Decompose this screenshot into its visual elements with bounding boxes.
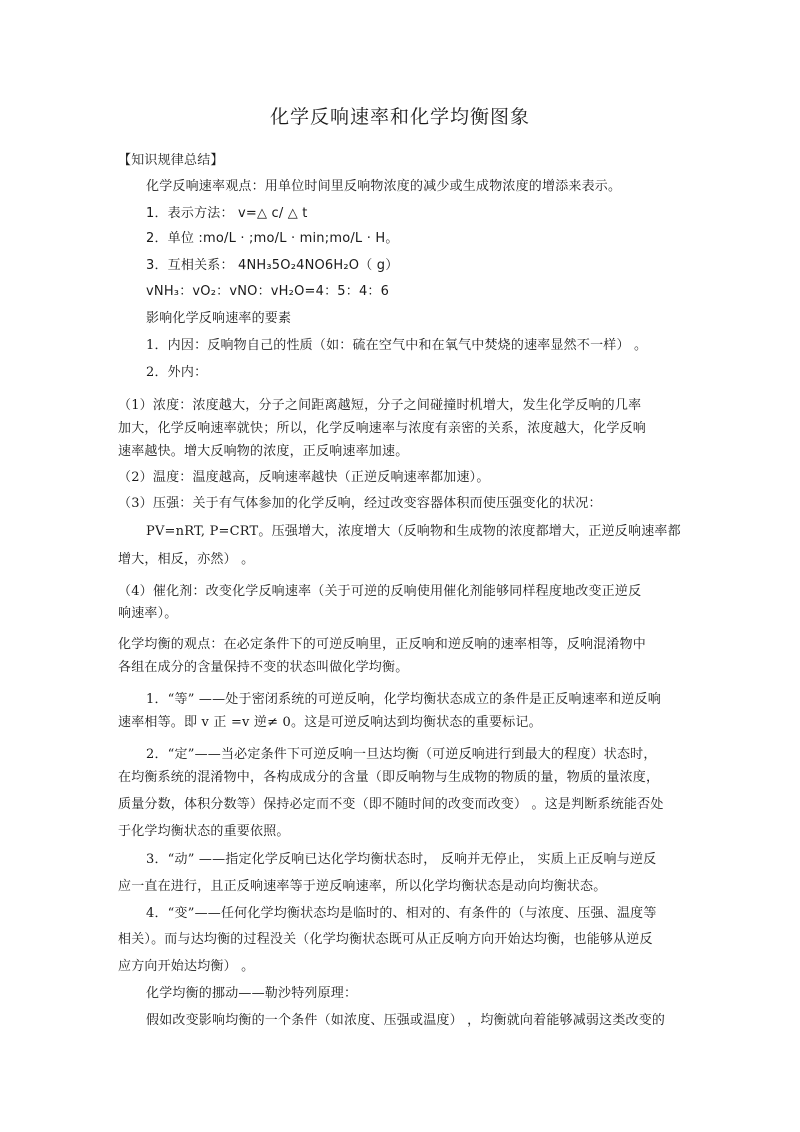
page-title: 化学反响速率和化学均衡图象 (269, 106, 530, 128)
paragraph-line: 假如改变影响均衡的一个条件（如浓度、压强或温度） ，均衡就向着能够减弱这类改变的 (146, 1013, 666, 1028)
paragraph-line: 速率越快。增大反响物的浓度，正反响速率加速。 (118, 444, 409, 459)
paragraph-line: 加大，化学反响速率就快；所以，化学反响速率与浓度有亲密的关系，浓度越大，化学反响 (118, 421, 647, 436)
paragraph-line: 2．单位 :mo/L · ;mo/L · min;mo/L · H。 (146, 231, 399, 246)
paragraph-line: 化学均衡的观点：在必定条件下的可逆反响里，正反响和逆反响的速率相等，反响混淆物中 (118, 637, 647, 652)
paragraph-line: 4．“变”——任何化学均衡状态均是临时的、相对的、有条件的（与浓度、压强、温度等 (146, 906, 657, 921)
paragraph-line: （1）浓度：浓度越大，分子之间距离越短，分子之间碰撞时机增大，发生化学反响的几率 (118, 398, 642, 413)
paragraph-line: 1．“等” ——处于密闭系统的可逆反响，化学均衡状态成立的条件是正反响速率和逆反响 (146, 692, 661, 707)
paragraph-line: 3．互相关系： 4NH₃5O₂4NO6H₂O（ g） (146, 258, 399, 273)
paragraph-line: 各组在成分的含量保持不变的状态叫做化学均衡。 (118, 660, 409, 675)
paragraph-line: 化学反响速率观点：用单位时间里反响物浓度的减少或生成物浓度的增添来表示。 (146, 179, 622, 194)
paragraph-line: （2）温度：温度越高，反响速率越快（正逆反响速率都加速）。 (118, 470, 490, 485)
paragraph-line: （4）催化剂：改变化学反响速率（关于可逆的反响使用催化剂能够同样程度地改变正逆反 (118, 584, 642, 599)
paragraph-line: 于化学均衡状态的重要依照。 (118, 824, 290, 839)
paragraph-line: 1．内因：反响物自己的性质（如：硫在空气中和在氧气中焚烧的速率显然不一样） 。 (146, 338, 648, 353)
paragraph-line: 3．“动” ——指定化学反响已达化学均衡状态时， 反响并无停止， 实质上正反响与逆反 (146, 852, 657, 867)
section-heading: 【知识规律总结】 (118, 153, 224, 168)
paragraph-line: 响速率）。 (118, 606, 178, 621)
paragraph-line: 影响化学反响速率的要素 (146, 311, 292, 326)
paragraph-line: 1．表示方法： v=△ c/ △ t (146, 206, 308, 221)
paragraph-line: （3）压强：关于有气体参加的化学反响，经过改变容器体积而使压强变化的状况： (118, 496, 602, 511)
paragraph-line: 相关）。而与达均衡的过程没关（化学均衡状态既可从正反响方向开始达均衡，也能够从逆反 (118, 932, 653, 947)
paragraph-line: 质量分数，体积分数等）保持必定而不变（即不随时间的改变而改变） 。这是判断系统能否处 (118, 797, 664, 812)
paragraph-line: 2．外内： (146, 365, 208, 380)
paragraph-line: 应方向开始达均衡） 。 (118, 959, 255, 974)
paragraph-line: PV=nRT, P=CRT。压强增大，浓度增大（反响物和生成物的浓度都增大，正逆反响速率都 (146, 524, 681, 539)
paragraph-line: 化学均衡的挪动——勒沙特列原理： (146, 986, 358, 1001)
paragraph-line: 应一直在进行，且正反响速率等于逆反响速率，所以化学均衡状态是动向均衡状态。 (118, 879, 607, 894)
paragraph-line: 速率相等。即 v 正 =v 逆≠ 0。这是可逆反响达到均衡状态的重要标记。 (118, 715, 542, 730)
paragraph-line: 增大，相反，亦然） 。 (118, 552, 255, 567)
paragraph-line: 2．“定”——当必定条件下可逆反响一旦达均衡（可逆反响进行到最大的程度）状态时， (146, 747, 657, 762)
paragraph-line: vNH₃：vO₂：vNO：vH₂O=4：5：4：6 (146, 284, 390, 299)
paragraph-line: 在均衡系统的混淆物中，各构成成分的含量（即反响物与生成物的物质的量，物质的量浓度， (118, 770, 660, 785)
